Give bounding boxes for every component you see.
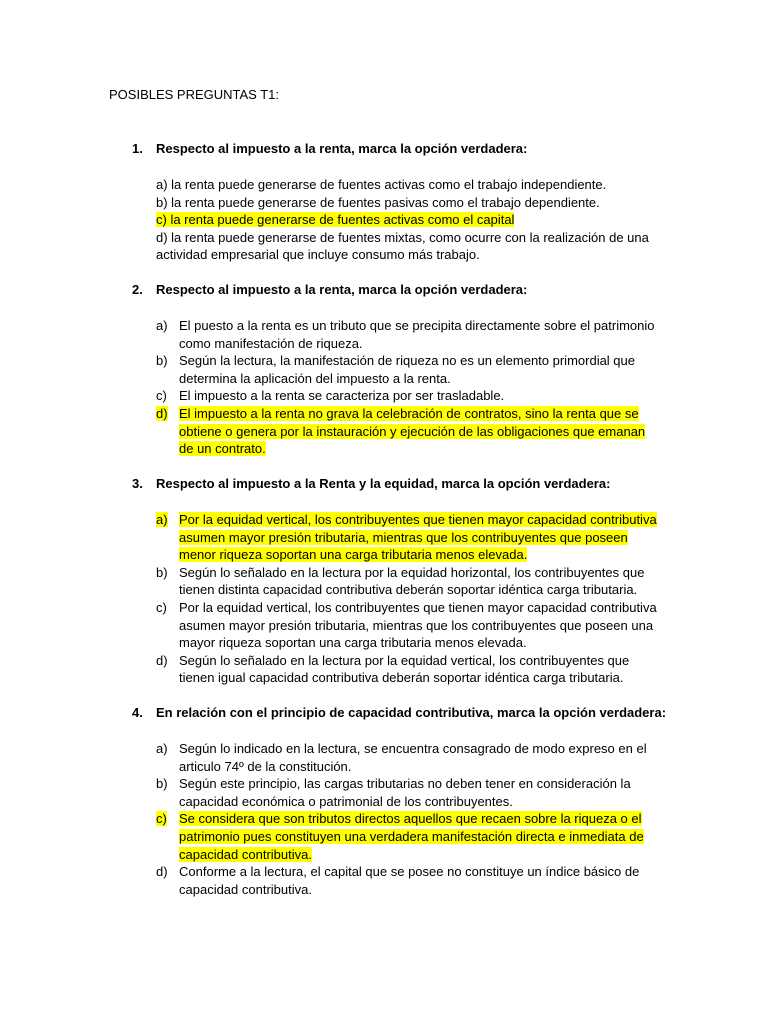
question-2-heading — [132, 281, 672, 299]
option-a: a) la renta puede generarse de fuentes activas como el trabajo independiente. — [156, 177, 607, 192]
highlighted-answer: El impuesto a la renta no grava la celebración de contratos, sino la renta que se obtiene o genera por la instauración y ejecución de las obligaciones que emanan de un contrato. — [179, 405, 646, 457]
option-b: b) la renta puede generarse de fuentes pasivas como el trabajo dependiente. — [156, 194, 600, 210]
option-b: b) Según la lectura, la manifestación de riqueza no es un elemento primordial que determina la aplicación del impuesto a la renta. — [156, 353, 635, 386]
option-c — [156, 810, 672, 863]
question-number: 3. — [132, 476, 143, 491]
option-c: c) Por la equidad vertical, los contribuyentes que tienen mayor capacidad contributiva asumen mayor presión tributaria, mientras que los contribuyentes que poseen una mayor riqueza soportan una carga tributaria menos elevada. — [156, 599, 657, 651]
question-number: 1. — [132, 141, 143, 156]
question-3-options — [132, 511, 672, 687]
option-b: b) Según lo señalado en la lectura por la equidad horizontal, los contribuyentes que tienen distinta capacidad contributiva deberán soportar idéntica carga tributaria. — [156, 564, 645, 598]
highlighted-answer: Se considera que son tributos directos aquellos que recaen sobre la riqueza o el patrimonio pues constituyen una verdadera manifestación directa e inmediata de capacidad contributiva. — [179, 811, 644, 862]
option-d: d) Según lo señalado en la lectura por la equidad vertical, los contribuyentes que tienen igual capacidad contributiva deberán soportar idéntica carga tributaria. — [156, 652, 630, 686]
question-text: Respecto al impuesto a la renta, marca la opción verdadera: — [156, 282, 528, 297]
highlighted-label: a) — [156, 512, 168, 527]
question-2-options — [132, 317, 672, 458]
option-d: d) Conforme a la lectura, el capital que se posee no constituye un índice básico de capacidad contributiva. — [156, 864, 640, 897]
question-1-options — [132, 176, 672, 264]
highlighted-label: c) — [156, 811, 167, 827]
question-3 — [132, 475, 672, 687]
highlighted-answer: c) la renta puede generarse de fuentes activas como el capital — [156, 212, 515, 228]
question-text: Respecto al impuesto a la renta, marca la opción verdadera: — [156, 141, 528, 156]
question-number: 2. — [132, 282, 143, 297]
question-text: Respecto al impuesto a la Renta y la equidad, marca la opción verdadera: — [156, 476, 611, 491]
option-a: a) El puesto a la renta es un tributo que se precipita directamente sobre el patrimonio como manifestación de riqueza. — [156, 318, 655, 351]
highlighted-answer: Por la equidad vertical, los contribuyentes que tienen mayor capacidad contributiva asumen mayor presión tributaria, mientras que los contribuyentes que poseen menor riqueza soportan una carga tributaria menos elevada. — [179, 512, 657, 563]
option-c — [156, 211, 656, 229]
question-2 — [132, 281, 672, 458]
option-a: a) Según lo indicado en la lectura, se encuentra consagrado de modo expreso en el articulo 74º de la constitución. — [156, 741, 647, 774]
question-4-heading — [132, 704, 672, 722]
option-d: d) la renta puede generarse de fuentes mixtas, como ocurre con la realización de una actividad empresarial que incluye consumo más trabajo. — [156, 229, 649, 263]
option-c: c) El impuesto a la renta se caracteriza por ser trasladable. — [156, 388, 505, 404]
question-4 — [132, 704, 672, 898]
option-b: b) Según este principio, las cargas tributarias no deben tener en consideración la capacidad económica o patrimonial de los contribuyentes. — [156, 776, 631, 809]
document-title: POSIBLES PREGUNTAS T1: — [109, 87, 280, 102]
question-number: 4. — [132, 705, 143, 720]
highlighted-label: d) — [156, 405, 168, 421]
question-text: En relación con el principio de capacidad contributiva, marca la opción verdadera: — [156, 705, 667, 720]
question-3-heading — [132, 475, 672, 493]
question-4-options — [132, 740, 672, 898]
option-d — [156, 405, 672, 458]
question-1 — [132, 140, 672, 264]
question-1-heading — [132, 140, 672, 158]
option-a — [156, 511, 672, 564]
